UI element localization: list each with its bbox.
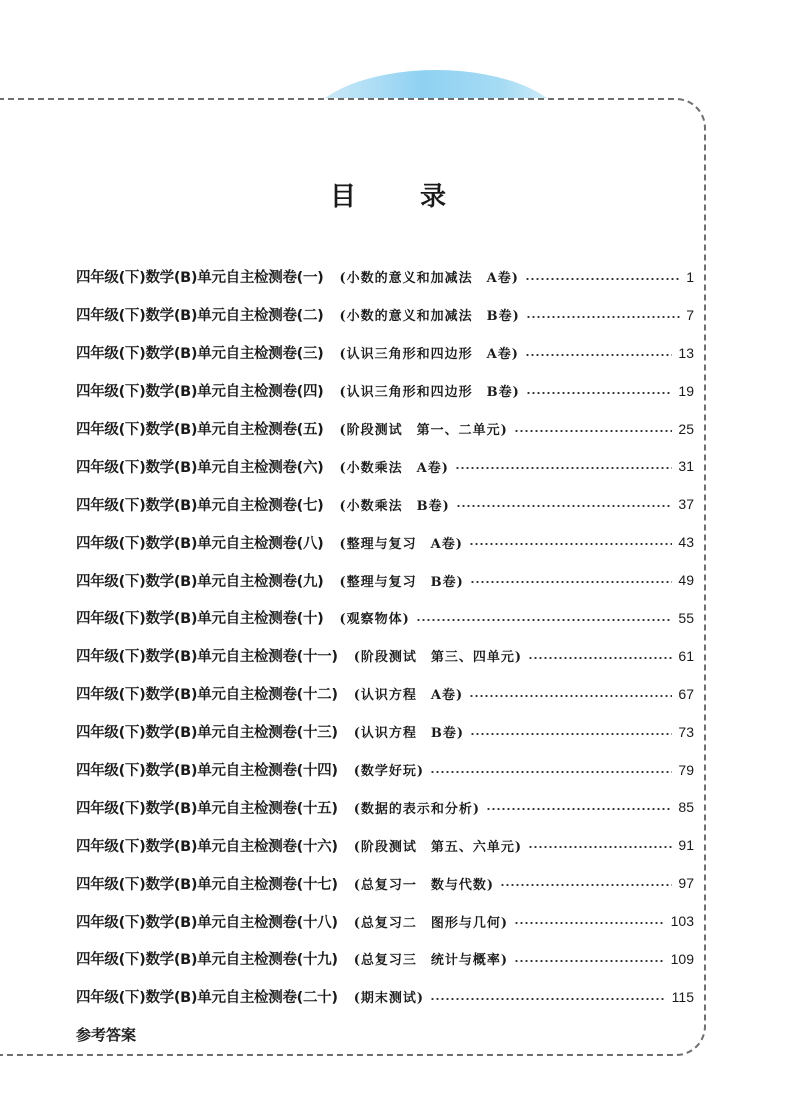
- toc-entry-17[interactable]: [76, 864, 694, 902]
- toc-entry-subtitle: (数据的表示和分析): [353, 801, 481, 817]
- toc-entry-page: 43: [678, 534, 694, 551]
- dot-leader: [470, 581, 673, 583]
- toc-entry-page: 7: [686, 306, 694, 323]
- toc-entry-title: 四年级(下)数学(B)单元自主检测卷(十七): [76, 876, 338, 893]
- toc-entry-page: 91: [678, 837, 694, 854]
- toc-entry-page: 103: [670, 913, 694, 930]
- toc-entry-20[interactable]: [76, 978, 694, 1016]
- dot-leader: [456, 505, 673, 507]
- toc-entry-title: 四年级(下)数学(B)单元自主检测卷(十八): [76, 914, 338, 931]
- toc-entry-page: 97: [678, 875, 694, 892]
- toc-entry-subtitle: (总复习三 统计与概率): [353, 953, 509, 969]
- table-of-contents: [76, 258, 694, 1016]
- dot-leader: [525, 278, 680, 280]
- dot-leader: [526, 316, 680, 318]
- dot-leader: [514, 430, 673, 432]
- toc-entry-10[interactable]: [76, 599, 694, 637]
- dot-leader: [470, 733, 672, 735]
- toc-entry-1[interactable]: [76, 258, 694, 296]
- dot-leader: [525, 354, 673, 356]
- toc-entry-page: 61: [678, 647, 694, 664]
- toc-entry-title: 四年级(下)数学(B)单元自主检测卷(一): [76, 270, 324, 287]
- toc-entry-9[interactable]: [76, 561, 694, 599]
- toc-entry-title: 四年级(下)数学(B)单元自主检测卷(十四): [76, 763, 338, 780]
- toc-entry-title: 四年级(下)数学(B)单元自主检测卷(十二): [76, 687, 338, 704]
- toc-entry-8[interactable]: [76, 523, 694, 561]
- answers-section-label[interactable]: 参考答案: [76, 1026, 137, 1044]
- toc-entry-page: 19: [678, 382, 694, 399]
- toc-entry-subtitle: (总复习一 数与代数): [353, 877, 495, 893]
- toc-entry-16[interactable]: [76, 826, 694, 864]
- toc-entry-title: 四年级(下)数学(B)单元自主检测卷(七): [76, 497, 324, 514]
- toc-entry-subtitle: (认识三角形和四边形 A卷): [339, 347, 519, 363]
- toc-entry-title: 四年级(下)数学(B)单元自主检测卷(八): [76, 535, 324, 552]
- toc-entry-page: 85: [678, 799, 694, 816]
- toc-entry-title: 四年级(下)数学(B)单元自主检测卷(十九): [76, 952, 338, 969]
- toc-entry-title: 四年级(下)数学(B)单元自主检测卷(二十): [76, 990, 338, 1007]
- dot-leader: [500, 884, 672, 886]
- toc-entry-subtitle: (期末测试): [353, 991, 425, 1007]
- toc-entry-11[interactable]: [76, 637, 694, 675]
- dot-leader: [486, 808, 672, 810]
- dot-leader: [528, 846, 672, 848]
- toc-entry-18[interactable]: [76, 902, 694, 940]
- page-title-char-2: 录: [419, 182, 446, 212]
- page-title: [330, 176, 446, 213]
- dot-leader: [526, 392, 673, 394]
- toc-entry-title: 四年级(下)数学(B)单元自主检测卷(九): [76, 573, 324, 590]
- toc-entry-5[interactable]: [76, 410, 694, 448]
- toc-entry-subtitle: (整理与复习 A卷): [339, 536, 463, 552]
- toc-entry-6[interactable]: [76, 447, 694, 485]
- toc-entry-subtitle: (小数的意义和加减法 A卷): [339, 271, 519, 287]
- toc-entry-12[interactable]: [76, 675, 694, 713]
- toc-entry-title: 四年级(下)数学(B)单元自主检测卷(五): [76, 422, 324, 438]
- toc-entry-subtitle: (小数乘法 A卷): [339, 460, 449, 476]
- dot-leader: [469, 543, 673, 545]
- toc-entry-2[interactable]: [76, 296, 694, 334]
- toc-entry-subtitle: (阶段测试 第三、四单元): [353, 650, 523, 666]
- toc-entry-page: 109: [670, 950, 694, 967]
- toc-entry-page: 1: [686, 268, 694, 285]
- dot-leader: [430, 998, 666, 1000]
- toc-entry-14[interactable]: [76, 751, 694, 789]
- toc-entry-title: 四年级(下)数学(B)单元自主检测卷(十五): [76, 800, 338, 817]
- toc-entry-15[interactable]: [76, 788, 694, 826]
- toc-entry-subtitle: (数学好玩): [353, 764, 425, 780]
- toc-entry-page: 13: [678, 344, 694, 361]
- toc-entry-page: 37: [678, 496, 694, 513]
- toc-entry-19[interactable]: [76, 940, 694, 978]
- toc-entry-4[interactable]: [76, 372, 694, 410]
- toc-entry-3[interactable]: [76, 334, 694, 372]
- toc-entry-page: 67: [678, 685, 694, 702]
- toc-entry-subtitle: (认识三角形和四边形 B卷): [339, 385, 520, 401]
- toc-entry-page: 115: [671, 988, 694, 1005]
- toc-entry-subtitle: (认识方程 B卷): [353, 726, 465, 742]
- dot-leader: [528, 657, 672, 659]
- toc-entry-page: 49: [678, 572, 694, 589]
- toc-entry-title: 四年级(下)数学(B)单元自主检测卷(十三): [76, 725, 338, 742]
- dot-leader: [430, 771, 672, 773]
- toc-entry-subtitle: (整理与复习 B卷): [339, 574, 464, 590]
- toc-entry-subtitle: (阶段测试 第一、二单元): [339, 423, 508, 438]
- toc-entry-title: 四年级(下)数学(B)单元自主检测卷(四): [76, 384, 324, 401]
- toc-entry-page: 31: [678, 458, 694, 475]
- toc-entry-subtitle: (认识方程 A卷): [353, 688, 464, 704]
- dot-leader: [514, 960, 665, 962]
- toc-entry-subtitle: (阶段测试 第五、六单元): [353, 839, 523, 855]
- toc-entry-13[interactable]: [76, 713, 694, 751]
- toc-entry-title: 四年级(下)数学(B)单元自主检测卷(六): [76, 459, 324, 476]
- toc-entry-title: 四年级(下)数学(B)单元自主检测卷(二): [76, 308, 324, 325]
- toc-entry-subtitle: (观察物体): [339, 612, 410, 628]
- toc-entry-page: 73: [678, 723, 694, 740]
- toc-entry-page: 25: [678, 420, 694, 437]
- dot-leader: [514, 922, 665, 924]
- toc-entry-subtitle: (总复习二 图形与几何): [353, 915, 509, 931]
- toc-entry-subtitle: (小数的意义和加减法 B卷): [339, 309, 520, 325]
- dot-leader: [416, 619, 673, 621]
- dot-leader: [469, 695, 672, 697]
- toc-entry-subtitle: (小数乘法 B卷): [339, 498, 450, 514]
- page-title-char-1: 目: [330, 182, 357, 212]
- toc-entry-title: 四年级(下)数学(B)单元自主检测卷(十一): [76, 649, 338, 666]
- toc-entry-page: 79: [678, 761, 694, 778]
- toc-entry-7[interactable]: [76, 485, 694, 523]
- toc-entry-title: 四年级(下)数学(B)单元自主检测卷(十六): [76, 838, 338, 855]
- toc-entry-title: 四年级(下)数学(B)单元自主检测卷(三): [76, 346, 324, 363]
- toc-entry-title: 四年级(下)数学(B)单元自主检测卷(十): [76, 611, 324, 628]
- dot-leader: [455, 467, 673, 469]
- toc-entry-page: 55: [678, 609, 694, 626]
